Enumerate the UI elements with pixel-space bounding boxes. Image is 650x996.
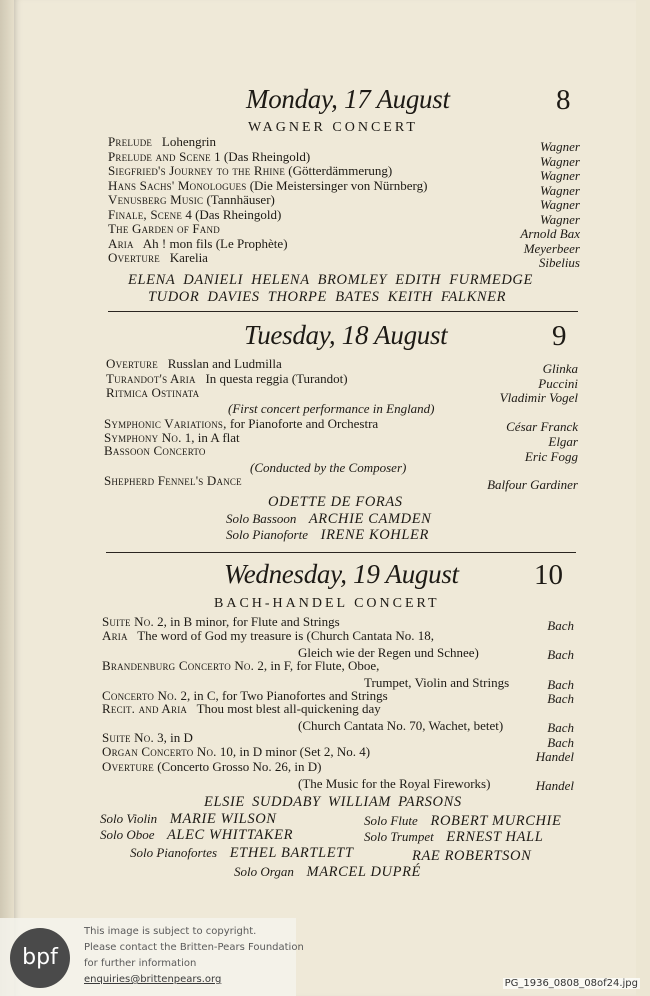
programme-item: The Garden of Fand bbox=[108, 221, 220, 236]
composer: Glinka bbox=[542, 361, 578, 376]
concert-9-artist: ODETTE DE FORAS bbox=[268, 494, 403, 510]
image-filename: PG_1936_0808_08of24.jpg bbox=[504, 978, 638, 989]
solo-performer: Solo Pianoforte IRENE KOHLER bbox=[226, 527, 429, 543]
programme-item: Concerto No. 2, in C, for Two Pianofortes and Strings bbox=[102, 688, 388, 703]
composer: Bach bbox=[547, 691, 574, 706]
composer: Puccini bbox=[538, 376, 578, 391]
composer: Meyerbeer bbox=[523, 241, 580, 256]
programme-item-continuation: (Church Cantata No. 70, Wachet, betet) bbox=[298, 718, 504, 733]
programme-item: Finale, Scene 4 (Das Rheingold) bbox=[108, 207, 282, 222]
programme-item: Shepherd Fennel's Dance bbox=[104, 473, 242, 488]
solo-performer: Solo Pianofortes ETHEL BARTLETT bbox=[130, 845, 354, 861]
composer: Wagner bbox=[540, 154, 580, 169]
programme-item: Aria Ah ! mon fils (Le Prophète) bbox=[108, 236, 288, 251]
solo-performer: Solo Violin MARIE WILSON bbox=[100, 811, 277, 827]
composer: Elgar bbox=[548, 434, 578, 449]
programme-item: Suite No. 2, in B minor, for Flute and Strings bbox=[102, 614, 340, 629]
section-divider bbox=[108, 311, 578, 312]
copyright-notice bbox=[0, 918, 304, 996]
composer: Bach bbox=[547, 720, 574, 735]
concert-8-artists-line-1: ELENA DANIELI HELENA BROMLEY EDITH FURMEDGE bbox=[128, 272, 533, 288]
concert-8-subtitle: WAGNER CONCERT bbox=[248, 120, 418, 135]
composer: Bach bbox=[547, 677, 574, 692]
copyright-line-3: for further information bbox=[84, 958, 197, 969]
copyright-line-2: Please contact the Britten-Pears Foundation bbox=[84, 942, 304, 953]
composer: Wagner bbox=[540, 197, 580, 212]
solo-performer: Solo Organ MARCEL DUPRÉ bbox=[234, 864, 421, 880]
composer: Bach bbox=[547, 735, 574, 750]
solo-performer: RAE ROBERTSON bbox=[412, 848, 532, 864]
composer: Wagner bbox=[540, 212, 580, 227]
programme-item-continuation: Gleich wie der Regen und Schnee) bbox=[298, 645, 479, 660]
programme-item: Organ Concerto No. 10, in D minor (Set 2, No. 4) bbox=[102, 744, 371, 759]
composer: Wagner bbox=[540, 168, 580, 183]
programme-item: Aria The word of God my treasure is (Church Cantata No. 18, bbox=[102, 628, 434, 643]
concert-9-number: 9 bbox=[552, 320, 567, 352]
concert-8-date: Monday, 17 August bbox=[246, 84, 450, 114]
concert-10-artists: ELSIE SUDDABY WILLIAM PARSONS bbox=[204, 794, 462, 810]
copyright-line-1: This image is subject to copyright. bbox=[84, 926, 257, 937]
concert-9-date: Tuesday, 18 August bbox=[244, 320, 448, 350]
composer: Handel bbox=[535, 749, 574, 764]
programme-item-continuation: Trumpet, Violin and Strings bbox=[364, 675, 510, 690]
composer: Balfour Gardiner bbox=[487, 477, 578, 492]
page-left-edge bbox=[0, 0, 14, 996]
programme-item: Siegfried's Journey to the Rhine (Götterdämmerung) bbox=[108, 163, 393, 178]
solo-performer: Solo Trumpet ERNEST HALL bbox=[364, 829, 544, 845]
programme-item: Overture Russlan and Ludmilla bbox=[106, 356, 282, 371]
composer: Wagner bbox=[540, 183, 580, 198]
programme-item: Recit. and Aria Thou most blest all-quickening day bbox=[102, 701, 381, 716]
programme-item: Hans Sachs' Monologues (Die Meistersinger von Nürnberg) bbox=[108, 178, 428, 193]
programme-item: Prelude and Scene 1 (Das Rheingold) bbox=[108, 149, 311, 164]
concert-note: (Conducted by the Composer) bbox=[250, 460, 407, 475]
concert-8-number: 8 bbox=[556, 84, 571, 116]
concert-10-number: 10 bbox=[534, 559, 563, 591]
composer: Eric Fogg bbox=[524, 449, 578, 464]
composer: Arnold Bax bbox=[520, 226, 580, 241]
programme-item-continuation: (The Music for the Royal Fireworks) bbox=[298, 776, 491, 791]
composer: Wagner bbox=[540, 139, 580, 154]
composer: Vladimir Vogel bbox=[499, 390, 578, 405]
solo-performer: Solo Flute ROBERT MURCHIE bbox=[364, 813, 562, 829]
concert-8-artists-line-2: TUDOR DAVIES THORPE BATES KEITH FALKNER bbox=[148, 289, 507, 305]
programme-item: Suite No. 3, in D bbox=[102, 730, 193, 745]
programme-item: Symphonic Variations, for Pianoforte and Orchestra bbox=[104, 416, 379, 431]
composer: Sibelius bbox=[538, 255, 580, 270]
composer: Bach bbox=[547, 647, 574, 662]
programme-item: Turandot's Aria In questa reggia (Turandot) bbox=[106, 371, 348, 386]
solo-performer: Solo Bassoon ARCHIE CAMDEN bbox=[226, 511, 432, 527]
programme-item: Ritmica Ostinata bbox=[106, 385, 200, 400]
programme-item: Bassoon Concerto bbox=[104, 443, 206, 458]
bpf-logo: bpf bbox=[10, 928, 70, 988]
programme-item: Brandenburg Concerto No. 2, in F, for Flute, Oboe, bbox=[102, 658, 380, 673]
solo-performer: Solo Oboe ALEC WHITTAKER bbox=[100, 827, 294, 843]
composer: Bach bbox=[547, 618, 574, 633]
composer: César Franck bbox=[506, 419, 578, 434]
section-divider bbox=[106, 552, 576, 553]
programme-item: Prelude Lohengrin bbox=[108, 134, 217, 149]
contact-email-link[interactable]: enquiries@brittenpears.org bbox=[84, 974, 222, 985]
concert-10-subtitle: BACH-HANDEL CONCERT bbox=[214, 596, 440, 611]
concert-note: (First concert performance in England) bbox=[228, 401, 435, 416]
composer: Handel bbox=[535, 778, 574, 793]
programme-item: Overture (Concerto Grosso No. 26, in D) bbox=[102, 759, 322, 774]
programme-item: Overture Karelia bbox=[108, 250, 208, 265]
programme-item: Venusberg Music (Tannhäuser) bbox=[108, 192, 275, 207]
programme-item: Symphony No. 1, in A flat bbox=[104, 430, 240, 445]
concert-10-date: Wednesday, 19 August bbox=[224, 559, 459, 589]
